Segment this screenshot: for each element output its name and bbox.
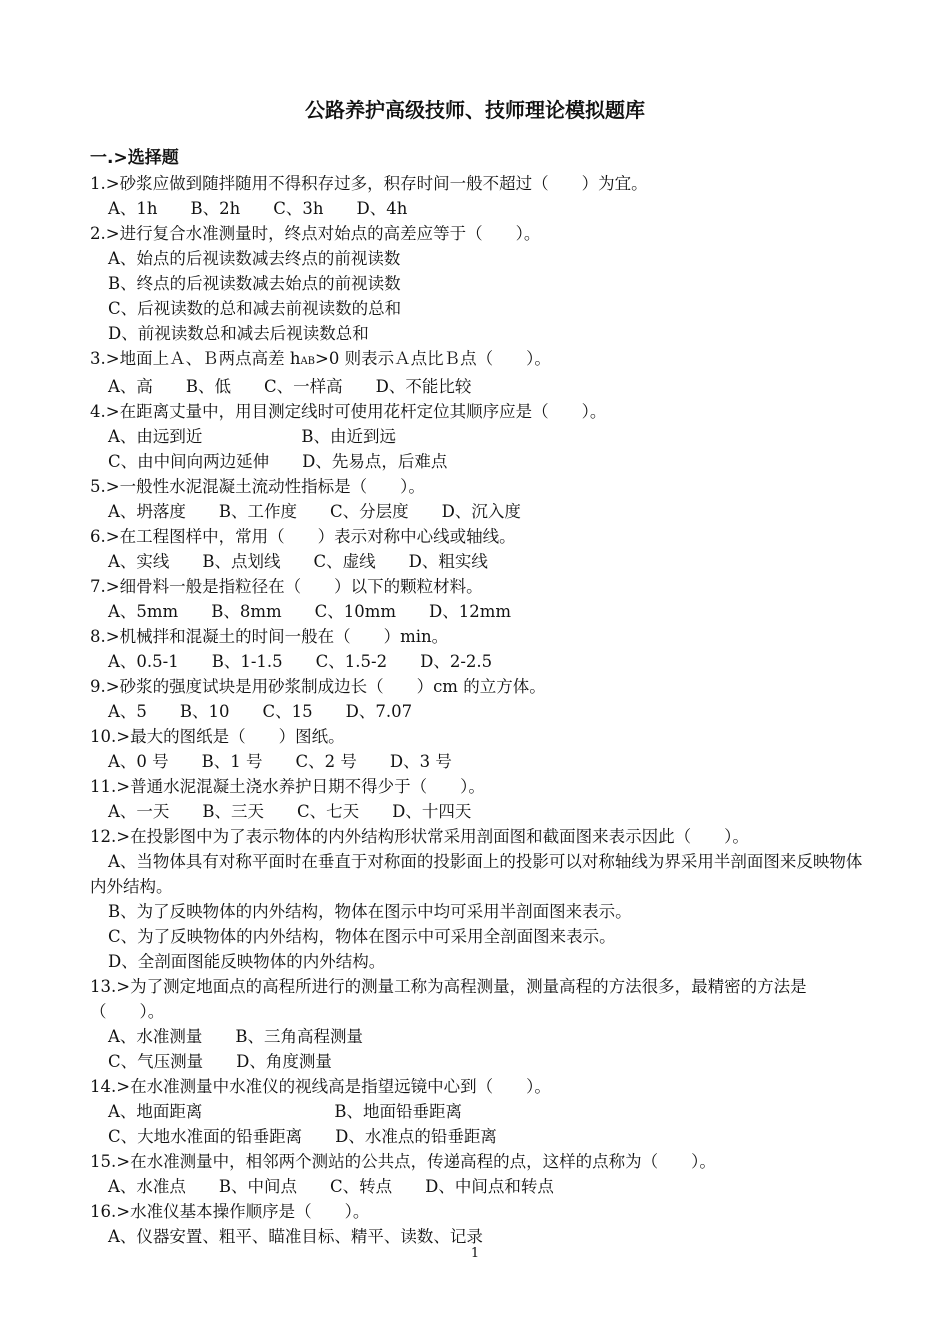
question-options: A、高 B、低 C、一样高 D、不能比较 (108, 377, 472, 396)
question-stem: 6.>在工程图样中，常用（ ）表示对称中心线或轴线。 (90, 527, 516, 546)
stem-subscript: AB (300, 356, 316, 367)
question-option: A、当物体具有对称平面时在垂直于对称面的投影面上的投影可以对称轴线为界采用半剖面图来反映物体内外结构。 (90, 852, 863, 896)
document-title: 公路养护高级技师、技师理论模拟题库 (305, 98, 645, 122)
question-stem: 4.>在距离丈量中，用目测定线时可使用花杆定位其顺序应是（ ）。 (90, 402, 607, 421)
stem-text: >0 则表示Ａ点比Ｂ点（ ）。 (315, 349, 551, 368)
question-options: A、1h B、2h C、3h D、4h (108, 199, 408, 218)
question-option: D、前视读数总和减去后视读数总和 (108, 324, 369, 343)
question-option: C、后视读数的总和减去前视读数的总和 (108, 299, 402, 318)
question-stem: 11.>普通水泥混凝土浇水养护日期不得少于（ ）。 (90, 777, 485, 796)
question-option: C、为了反映物体的内外结构，物体在图示中可采用全剖面图来表示。 (108, 927, 616, 946)
question-stem (90, 346, 870, 374)
question-stem: 7.>细骨料一般是指粒径在（ ）以下的颗粒材料。 (90, 577, 483, 596)
question-stem: 2.>进行复合水准测量时，终点对始点的高差应等于（ ）。 (90, 224, 541, 243)
question-options: A、0 号 B、1 号 C、2 号 D、3 号 (108, 752, 452, 771)
section-heading: 一.>选择题 (90, 148, 179, 168)
question-options: C、由中间向两边延伸 D、先易点，后难点 (108, 452, 448, 471)
question-option: A、始点的后视读数减去终点的前视读数 (108, 249, 401, 268)
question-options: A、由远到近 B、由近到远 (108, 427, 397, 446)
question-stem: 1.>砂浆应做到随拌随用不得积存过多，积存时间一般不超过（ ）为宜。 (90, 174, 648, 193)
question-stem: 8.>机械拌和混凝土的时间一般在（ ）min。 (90, 627, 449, 646)
question-options: A、仪器安置、粗平、瞄准目标、精平、读数、记录 (108, 1227, 483, 1246)
question-options: A、5mm B、8mm C、10mm D、12mm (108, 602, 512, 621)
page-number: 1 (470, 1246, 480, 1261)
question-stem: 12.>在投影图中为了表示物体的内外结构形状常采用剖面图和截面图来表示因此（ ）。 (90, 827, 749, 846)
question-stem: 14.>在水准测量中水准仪的视线高是指望远镜中心到（ ）。 (90, 1077, 551, 1096)
question-stem: 13.>为了测定地面点的高程所进行的测量工称为高程测量，测量高程的方法很多，最精密的方法是（ ）。 (90, 977, 807, 1021)
question-option: D、全剖面图能反映物体的内外结构。 (108, 952, 386, 971)
question-options: A、水准测量 B、三角高程测量 (108, 1027, 364, 1046)
question-options: A、一天 B、三天 C、七天 D、十四天 (108, 802, 472, 821)
question-stem: 10.>最大的图纸是（ ）图纸。 (90, 727, 345, 746)
question-options: A、地面距离 B、地面铅垂距离 (108, 1102, 463, 1121)
question-options: A、5 B、10 C、15 D、7.07 (108, 702, 413, 721)
question-options: A、坍落度 B、工作度 C、分层度 D、沉入度 (108, 502, 521, 521)
question-option: B、终点的后视读数减去始点的前视读数 (108, 274, 401, 293)
question-options: A、实线 B、点划线 C、虚线 D、粗实线 (108, 552, 488, 571)
question-option: B、为了反映物体的内外结构，物体在图示中均可采用半剖面图来表示。 (108, 902, 632, 921)
question-options: A、水准点 B、中间点 C、转点 D、中间点和转点 (108, 1177, 554, 1196)
question-stem: 15.>在水准测量中，相邻两个测站的公共点，传递高程的点，这样的点称为（ ）。 (90, 1152, 716, 1171)
stem-text: 3.>地面上Ａ、Ｂ两点高差 h (90, 349, 301, 368)
question-stem: 9.>砂浆的强度试块是用砂浆制成边长（ ）cm 的立方体。 (90, 677, 546, 696)
question-options: A、0.5-1 B、1-1.5 C、1.5-2 D、2-2.5 (108, 652, 493, 671)
question-stem: 5.>一般性水泥混凝土流动性指标是（ ）。 (90, 477, 425, 496)
question-options: C、气压测量 D、角度测量 (108, 1052, 332, 1071)
question-options: C、大地水准面的铅垂距离 D、水准点的铅垂距离 (108, 1127, 497, 1146)
question-list (90, 146, 870, 1249)
question-stem: 16.>水准仪基本操作顺序是（ ）。 (90, 1202, 370, 1221)
